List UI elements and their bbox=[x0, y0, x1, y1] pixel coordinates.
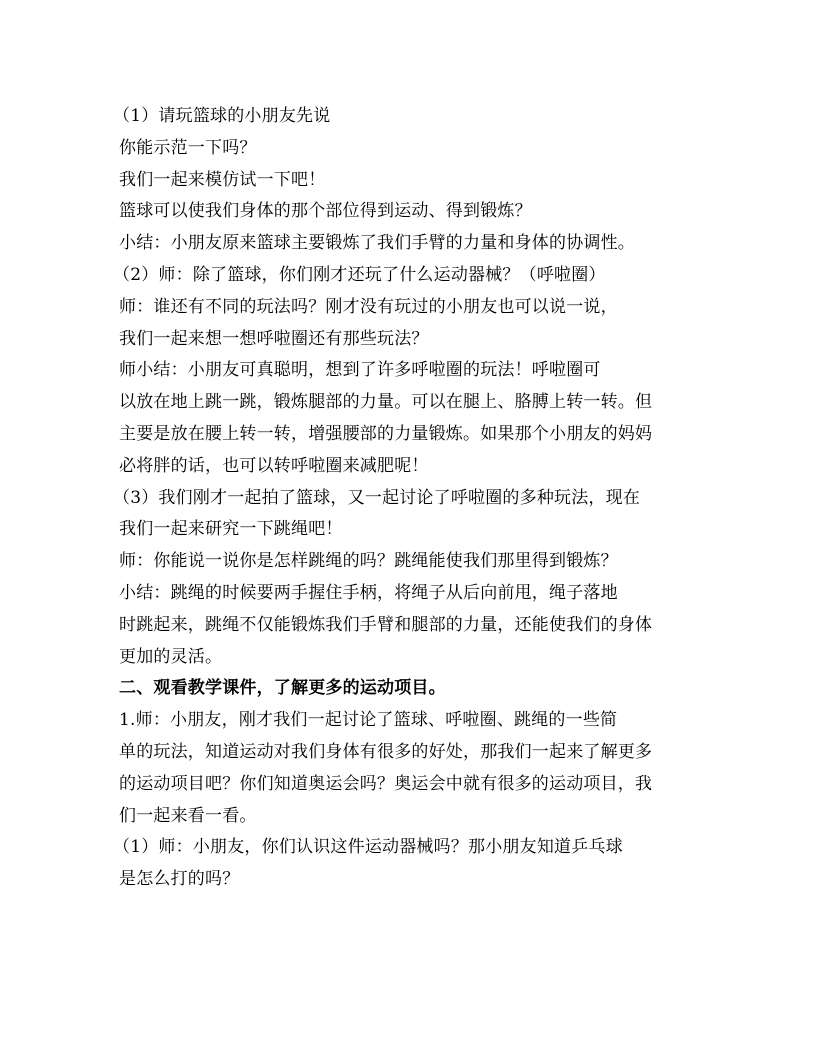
paragraph-line: 篮球可以使我们身体的那个部位得到运动、得到锻炼？ bbox=[119, 201, 532, 222]
paragraph-line: 必将胖的话，也可以转呼啦圈来减肥呢！ bbox=[119, 455, 429, 476]
paragraph-line: （2）师：除了篮球，你们刚才还玩了什么运动器械？（呼啦圈） bbox=[113, 264, 606, 285]
paragraph-line: 小结：跳绳的时候要两手握住手柄，将绳子从后向前甩，绳子落地 bbox=[119, 582, 618, 603]
paragraph-line: 师小结：小朋友可真聪明，想到了许多呼啦圈的玩法！呼啦圈可 bbox=[119, 360, 601, 381]
paragraph-line: 我们一起来模仿试一下吧！ bbox=[119, 169, 326, 190]
paragraph-line: 是怎么打的吗？ bbox=[119, 869, 240, 890]
paragraph-line: 师：谁还有不同的玩法吗？刚才没有玩过的小朋友也可以说一说， bbox=[119, 296, 618, 317]
paragraph-line: 主要是放在腰上转一转，增强腰部的力量锻炼。如果那个小朋友的妈妈 bbox=[119, 423, 653, 444]
paragraph-line: 小结：小朋友原来篮球主要锻炼了我们手臂的力量和身体的协调性。 bbox=[119, 233, 635, 254]
paragraph-line: 更加的灵活。 bbox=[119, 646, 223, 667]
paragraph-line: 你能示范一下吗？ bbox=[119, 137, 257, 158]
document-body bbox=[113, 101, 709, 896]
paragraph-line: （3）我们刚才一起拍了篮球，又一起讨论了呼啦圈的多种玩法，现在 bbox=[113, 487, 641, 508]
paragraph-line: （1）师：小朋友，你们认识这件运动器械吗？那小朋友知道乒乓球 bbox=[113, 837, 623, 858]
paragraph-line: （1）请玩篮球的小朋友先说 bbox=[113, 106, 331, 126]
paragraph-line: 我们一起来研究一下跳绳吧！ bbox=[119, 519, 343, 540]
paragraph-line: 我们一起来想一想呼啦圈还有那些玩法？ bbox=[119, 328, 429, 349]
paragraph-line: 单的玩法，知道运动对我们身体有很多的好处，那我们一起来了解更多 bbox=[119, 741, 653, 762]
paragraph-line: 时跳起来，跳绳不仅能锻炼我们手臂和腿部的力量，还能使我们的身体 bbox=[119, 614, 653, 635]
paragraph-line: 的运动项目吧？你们知道奥运会吗？奥运会中就有很多的运动项目，我 bbox=[119, 773, 653, 794]
section-heading: 二、观看教学课件，了解更多的运动项目。 bbox=[119, 678, 446, 699]
paragraph-line: 1.师：小朋友，刚才我们一起讨论了篮球、呼啦圈、跳绳的一些简 bbox=[119, 710, 618, 731]
paragraph-line: 以放在地上跳一跳，锻炼腿部的力量。可以在腿上、胳膊上转一转。但 bbox=[119, 392, 653, 413]
paragraph-line: 们一起来看一看。 bbox=[119, 805, 257, 826]
paragraph-line: 师：你能说一说你是怎样跳绳的吗？跳绳能使我们那里得到锻炼？ bbox=[119, 551, 618, 572]
